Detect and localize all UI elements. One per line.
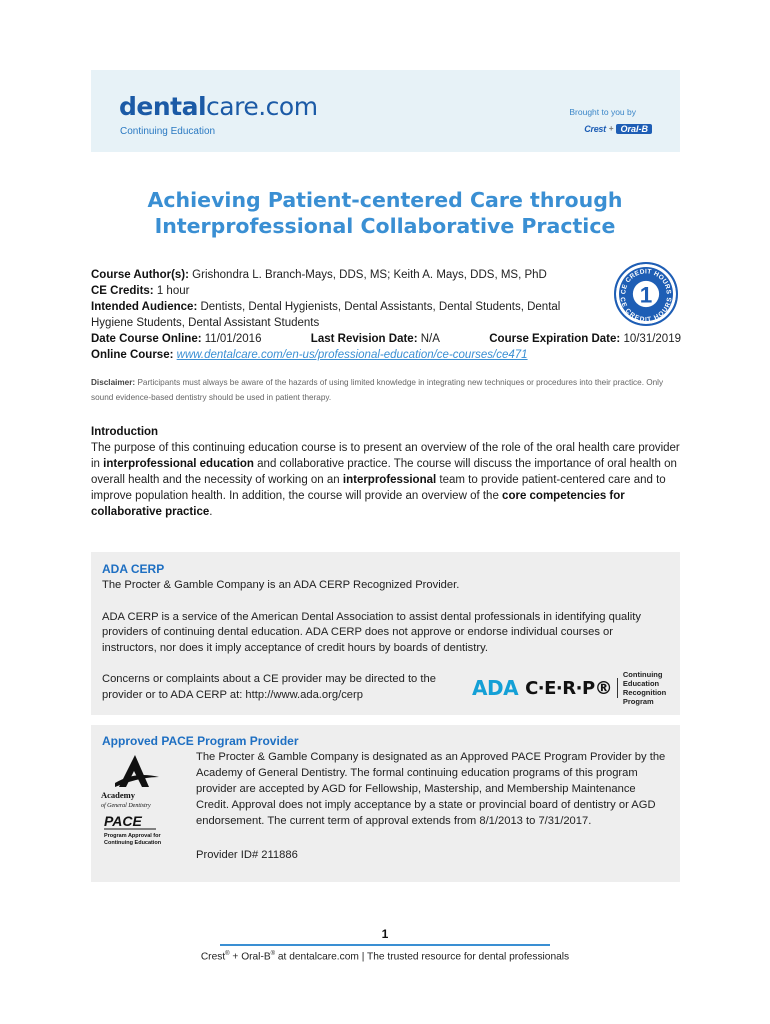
ada-cerp-description: ADA CERP is a service of the American Dental Association to assist dental professionals in identifying quality providers of continuing dental education. ADA CERP does not approve or endorse individual courses or instructors, nor does it imply acceptance of credit hours by boards of dentistry.	[102, 610, 641, 654]
introduction-text: The purpose of this continuing education course is to present an overview of the role of the oral health care provider in interprofessional education and collaborative practice. The course will discuss the importance of oral health on overall health and the necessity of working on an interprofessional team to provide patient-centered care and to improve population health. In addition, the course will provide an overview of the core competencies for collaborative practice.	[91, 442, 680, 518]
svg-text:Continuing Education: Continuing Education	[104, 840, 162, 846]
ada-cerp-concerns: Concerns or complaints about a CE provider may be directed to the provider or to ADA CERP at: http://www.ada.org/cerp	[102, 673, 436, 701]
provider-id: Provider ID# 211886	[196, 849, 298, 861]
footer-divider	[220, 944, 550, 946]
ada-cerp-logo: ADA C·E·R·P® Continuing Education Recognition Program	[472, 670, 667, 706]
badge-bottom-text: CE CREDIT HOURS	[618, 296, 674, 324]
pace-box	[91, 725, 680, 882]
svg-text:Program Approval for: Program Approval for	[104, 833, 161, 839]
expiration-date: Course Expiration Date: 10/31/2019	[489, 333, 681, 345]
svg-text:PACE: PACE	[104, 813, 142, 829]
course-meta	[91, 267, 681, 363]
disclaimer: Disclaimer: Participants must always be aware of the hazards of using limited knowledge in integrating new techniques or procedures into their practice. Only sound evidence-based dentistry should be used in patient therapy.	[91, 378, 664, 402]
course-title-line-2: Interprofessional Collaborative Practice	[154, 214, 616, 238]
plus-sign: +	[608, 124, 614, 133]
badge-top-text: CE CREDIT HOURS	[620, 268, 672, 295]
online-date: Date Course Online: 11/01/2016	[91, 333, 262, 345]
credits-row: CE Credits: 1 hour	[91, 285, 190, 297]
agd-pace-logo	[101, 751, 179, 851]
dates-row	[91, 331, 681, 347]
badge-number: 1	[639, 282, 653, 308]
ada-cerp-provider-text: The Procter & Gamble Company is an ADA CERP Recognized Provider.	[102, 579, 460, 591]
introduction-section	[91, 424, 683, 520]
brought-by-text: Brought to you by	[569, 107, 636, 117]
dentalcare-logo[interactable]: dentalcare.com	[119, 92, 318, 121]
revision-date: Last Revision Date: N/A	[310, 333, 440, 345]
course-title	[0, 187, 770, 239]
oralb-logo: Oral-B	[616, 124, 652, 134]
svg-text:Academy: Academy	[101, 790, 135, 800]
sponsor-logo	[584, 122, 652, 135]
footer-text: Crest® + Oral-B® at dentalcare.com | The trusted resource for dental professionals	[200, 951, 570, 963]
header-banner	[91, 70, 680, 152]
pace-title: Approved PACE Program Provider	[102, 734, 299, 748]
ada-cerp-box	[91, 552, 680, 715]
crest-logo: Crest	[584, 123, 606, 134]
online-course-link[interactable]: www.dentalcare.com/en-us/professional-education/ce-courses/ce471	[176, 349, 528, 361]
audience-row: Intended Audience: Dentists, Dental Hygienists, Dental Assistants, Dental Students, Dental Hygiene Students, Dental Assistant Students	[91, 301, 561, 329]
course-title-line-1: Achieving Patient-centered Care through	[147, 188, 623, 212]
authors-row: Course Author(s): Grishondra L. Branch-Mays, DDS, MS; Keith A. Mays, DDS, MS, PhD	[91, 269, 547, 281]
pace-description: The Procter & Gamble Company is designated as an Approved PACE Program Provider by the Academy of General Dentistry. The formal continuing education programs of this program provider are accepted by AGD for Fellowship, Mastership, and Membership Maintenance Credit. Approval does not imply acceptance by a state or provincial board of dentistry or AGD endorsement. The current term of approval extends from 8/1/2013 to 7/31/2017.	[196, 751, 666, 827]
introduction-heading: Introduction	[91, 426, 159, 438]
svg-text:of General Dentistry: of General Dentistry	[101, 803, 151, 809]
page-number: 1	[381, 927, 389, 941]
logo-subtitle: Continuing Education	[120, 126, 216, 137]
online-course-row: Online Course: www.dentalcare.com/en-us/professional-education/ce-courses/ce471	[91, 349, 528, 361]
ada-cerp-title: ADA CERP	[102, 562, 165, 576]
